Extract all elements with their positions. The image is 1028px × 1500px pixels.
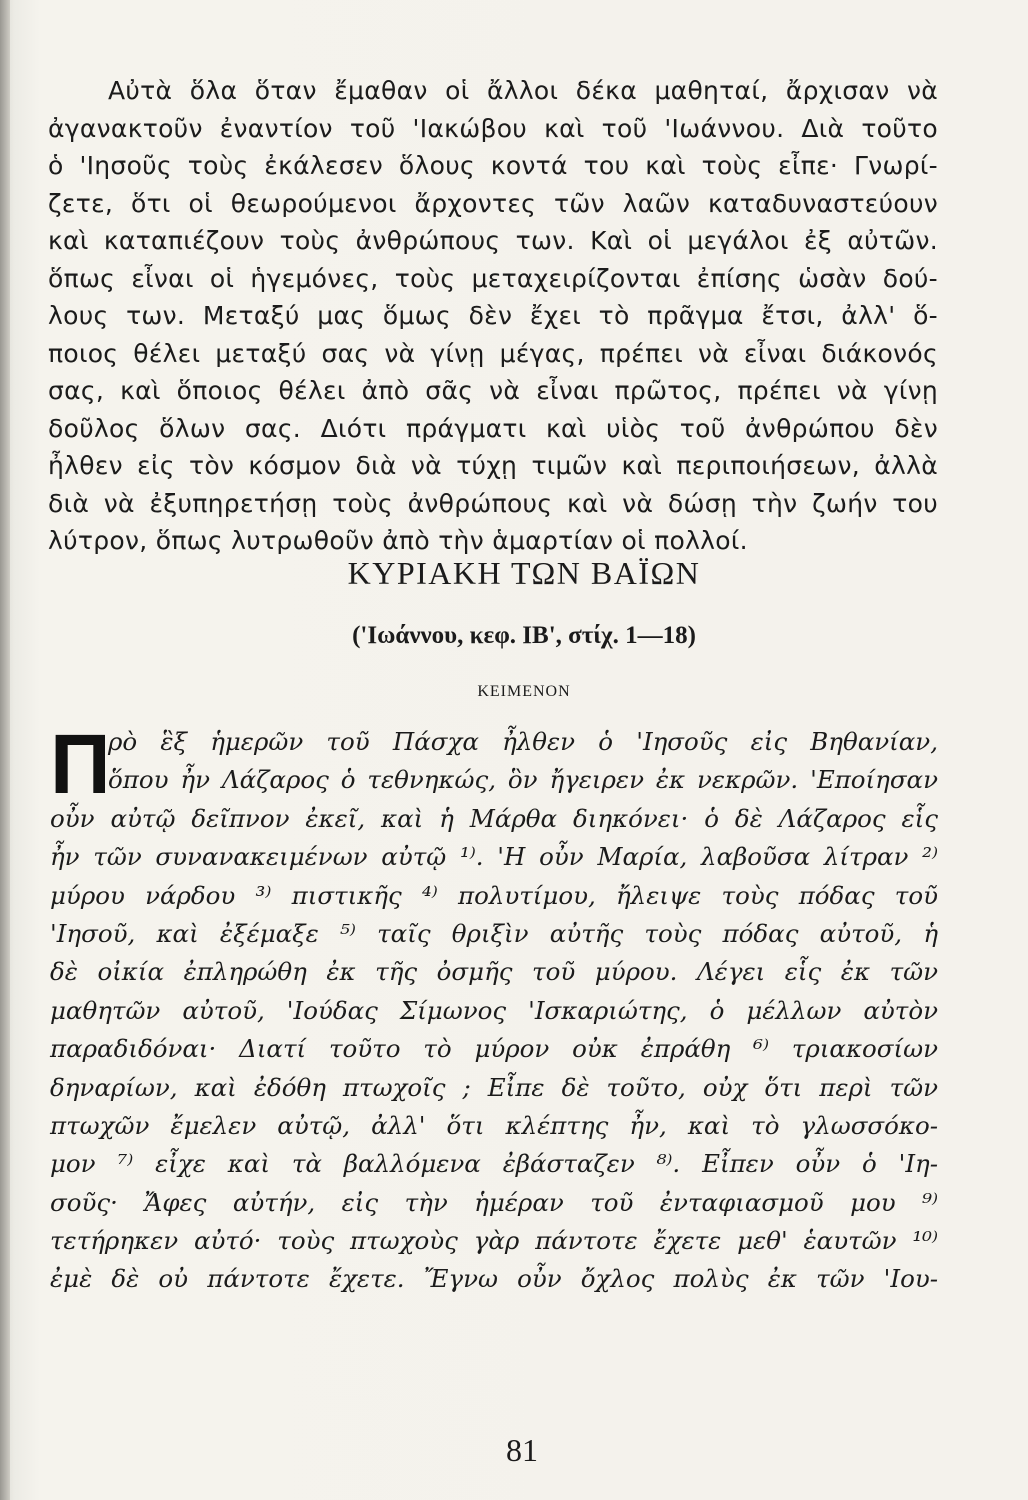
paragraph-line: ὁ 'Ιησοῦς τοὺς ἐκάλεσεν ὅλους κοντά του καὶ τοὺς εἶπε· Γνωρί- — [48, 151, 938, 180]
paragraph-line: Αὐτὰ ὅλα ὅταν ἔμαθαν οἱ ἄλλοι δέκα μαθηταί, ἄρχισαν νὰ — [108, 76, 938, 105]
text-line: πτωχῶν ἔμελεν αὐτῷ, ἀλλ' ὅτι κλέπτης ἦν, καὶ τὸ γλωσσόκο- — [50, 1110, 938, 1140]
paragraph-line: καὶ καταπιέζουν τοὺς ἀνθρώπους των. Καὶ οἱ μεγάλοι ἐξ αὐτῶν. — [48, 226, 938, 255]
paragraph-line: ἦλθεν εἰς τὸν κόσμον διὰ νὰ τύχῃ τιμῶν καὶ περιποιήσεων, ἀλλὰ — [48, 451, 938, 480]
text-line: οὖν αὐτῷ δεῖπνον ἐκεῖ, καὶ ἡ Μάρθα διηκόνει· ὁ δὲ Λάζαρος εἷς — [50, 803, 938, 833]
page-number: 81 — [506, 1432, 538, 1468]
section-title: ΚΥΡΙΑΚΗ ΤΩΝ ΒΑΪΩΝ — [347, 555, 701, 591]
section-label: ΚΕΙΜΕΝΟΝ — [477, 683, 571, 700]
text-line: παραδιδόναι· Διατί τοῦτο τὸ μύρον οὐκ ἐπράθη ⁶⁾ τριακοσίων — [50, 1034, 938, 1064]
paragraph-line: σας, καὶ ὅποιος θέλει ἀπὸ σᾶς νὰ εἶναι πρῶτος, πρέπει νὰ γίνῃ — [48, 376, 938, 405]
text-line: μαθητῶν αὐτοῦ, 'Ιούδας Σίμωνος 'Ισκαριώτης, ὁ μέλλων αὐτὸν — [50, 995, 938, 1025]
text-line: μύρου νάρδου ³⁾ πιστικῆς ⁴⁾ πολυτίμου, ἤλειψε τοὺς πόδας τοῦ — [50, 880, 938, 910]
paragraph-line: λύτρον, ὅπως λυτρωθοῦν ἀπὸ τὴν ἁμαρτίαν οἱ πολλοί. — [48, 526, 748, 555]
binding-edge — [0, 0, 10, 1500]
text-line: μον ⁷⁾ εἶχε καὶ τὰ βαλλόμενα ἐβάσταζεν ⁸⁾. Εἶπεν οὖν ὁ 'Ιη- — [50, 1149, 938, 1179]
text-line: ἐμὲ δὲ οὐ πάντοτε ἔχετε. Ἔγνω οὖν ὄχλος πολὺς ἐκ τῶν 'Ιου- — [50, 1264, 938, 1294]
scripture-reference: ('Ιωάννου, κεφ. ΙΒ', στίχ. 1—18) — [352, 622, 696, 649]
paragraph-line: ποιος θέλει μεταξύ σας νὰ γίνῃ μέγας, πρέπει νὰ εἶναι διάκονός — [48, 338, 938, 368]
text-line: τετήρηκεν αὐτό· τοὺς πτωχοὺς γὰρ πάντοτε ἔχετε μεθ' ἑαυτῶν ¹⁰⁾ — [50, 1226, 938, 1256]
commentary-paragraph — [48, 72, 938, 560]
text-line: σοῦς· Ἄφες αὐτήν, εἰς τὴν ἡμέραν τοῦ ἐνταφιασμοῦ μου ⁹⁾ — [50, 1187, 938, 1217]
text-line: ὅπου ἦν Λάζαρος ὁ τεθνηκώς, ὃν ἤγειρεν ἐκ νεκρῶν. 'Εποίησαν — [108, 765, 938, 795]
paragraph-line: διὰ νὰ ἐξυπηρετήσῃ τοὺς ἀνθρώπους καὶ νὰ δώσῃ τὴν ζωήν του — [48, 488, 938, 518]
text-line: ἦν τῶν συνανακειμένων αὐτῷ ¹⁾. 'Η οὖν Μαρία, λαβοῦσα λίτραν ²⁾ — [50, 842, 938, 872]
paragraph-line: ὅπως εἶναι οἱ ἡγεμόνες, τοὺς μεταχειρίζονται ἐπίσης ὡσὰν δού- — [48, 263, 938, 293]
text-line: δηναρίων, καὶ ἐδόθη πτωχοῖς ; Εἶπε δὲ τοῦτο, οὐχ ὅτι περὶ τῶν — [50, 1072, 938, 1102]
paragraph-line: ἀγανακτοῦν ἐναντίον τοῦ 'Ιακώβου καὶ τοῦ 'Ιωάννου. Διὰ τοῦτο — [48, 113, 938, 143]
text-line: 'Ιησοῦ, καὶ ἐξέμαξε ⁵⁾ ταῖς θριξὶν αὐτῆς τοὺς πόδας αὐτοῦ, ἡ — [50, 918, 938, 948]
paragraph-line: λους των. Μεταξύ μας ὅμως δὲν ἔχει τὸ πρᾶγμα ἔτσι, ἀλλ' ὅ- — [48, 301, 938, 330]
paragraph-line: ζετε, ὅτι οἱ θεωρούμενοι ἄρχοντες τῶν λαῶν καταδυναστεύουν — [48, 188, 938, 218]
text-line: ρὸ ἓξ ἡμερῶν τοῦ Πάσχα ἦλθεν ὁ 'Ιησοῦς εἰς Βηθανίαν, — [108, 727, 938, 756]
text-line: δὲ οἰκία ἐπληρώθη ἐκ τῆς ὀσμῆς τοῦ μύρου. Λέγει εἷς ἐκ τῶν — [50, 957, 938, 987]
paragraph-line: δοῦλος ὅλων σας. Διότι πράγματι καὶ υἱὸς τοῦ ἀνθρώπου δὲν — [48, 413, 938, 443]
drop-cap: Π — [50, 717, 111, 811]
scripture-text — [50, 717, 938, 1299]
